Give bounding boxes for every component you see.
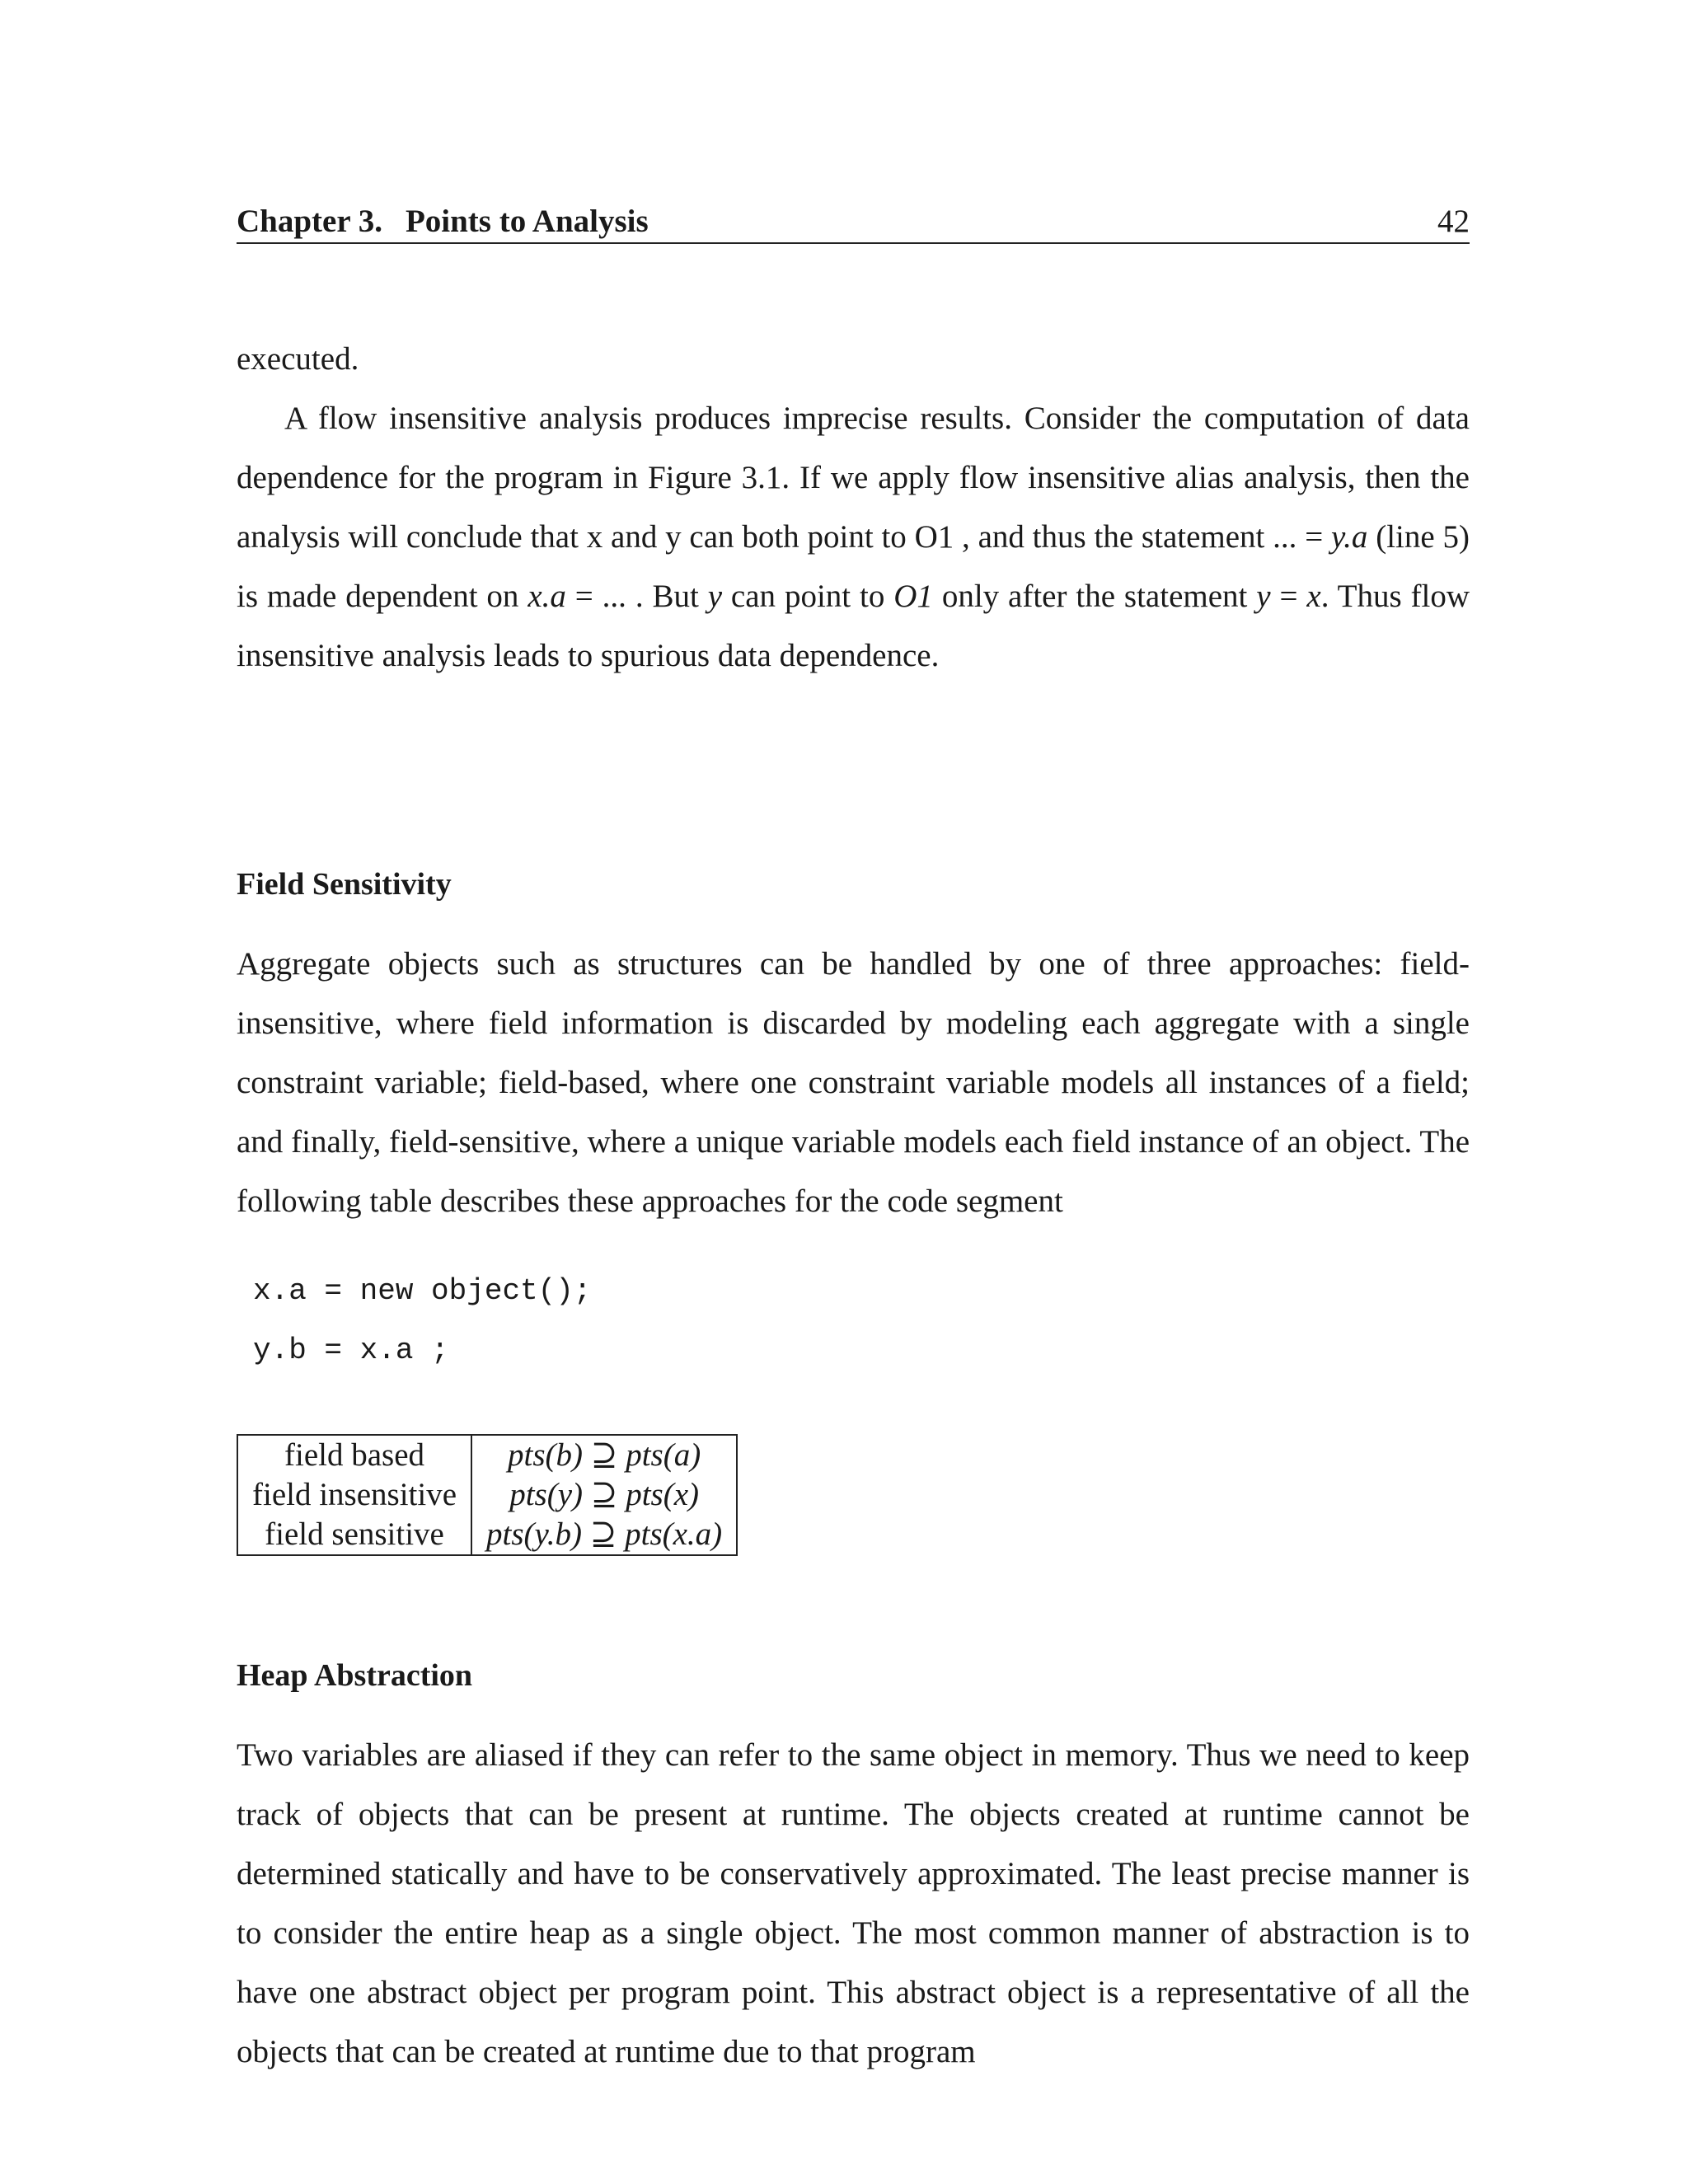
carry-over-text: executed. <box>237 341 359 377</box>
math-run: x.a <box>528 579 566 614</box>
table-cell-approach: field insensitive <box>237 1475 471 1515</box>
math-run: y <box>707 579 723 614</box>
table-cell-constraint: pts(b) ⊇ pts(a) <box>508 1437 701 1473</box>
math-run: y <box>1256 579 1271 614</box>
table-cell-constraint: pts(y.b) ⊇ pts(x.a) <box>486 1516 723 1552</box>
table-row <box>237 1475 737 1515</box>
page-number: 42 <box>1437 204 1470 239</box>
table-cell-approach: field based <box>237 1435 471 1475</box>
text-run: = <box>1270 579 1307 614</box>
math-run: y.a <box>1331 519 1368 555</box>
text-run: (line 5) is made dependent on <box>237 519 1470 614</box>
table-row <box>237 1435 737 1475</box>
field-sensitivity-paragraph: Aggregate objects such as structures can be handled by one of three approaches: field-insensitive, where field information is discarded by modeling each aggregate with a single constraint variable; field-based, where one constraint variable models all instances of a field; and finally, field-sensitive, where a unique variable models each field instance of an object. The following table describes these approaches for the code segment <box>237 946 1470 1219</box>
text-run: only after the statement <box>932 579 1257 614</box>
table-row <box>237 1515 737 1555</box>
text-run: A flow insensitive analysis produces imprecise results. Consider the computation of data dependence for the program in Figure 3.1. If we apply flow insensitive alias analysis, then the analysis will conclude that x and y can both point to O1 , and thus the statement ... = <box>237 401 1470 555</box>
section-heading-heap-abstraction: Heap Abstraction <box>237 1658 473 1693</box>
table-cell-approach: field sensitive <box>237 1515 471 1555</box>
text-run: . Thus flow insensitive analysis leads to spurious data dependence. <box>237 579 1470 673</box>
table-cell-constraint: pts(y) ⊇ pts(x) <box>509 1477 699 1512</box>
code-line-2: y.b = x.a ; <box>253 1333 449 1367</box>
section-heading-field-sensitivity: Field Sensitivity <box>237 867 452 902</box>
math-run: O1 <box>893 579 933 614</box>
heap-abstraction-paragraph: Two variables are aliased if they can refer to the same object in memory. Thus we need to keep track of objects that can be present at runtime. The objects created at runtime cannot be determined statically and have to be conservatively approximated. The least precise manner is to consider the entire heap as a single object. The most common manner of abstraction is to have one abstract object per program point. This abstract object is a representative of all the objects that can be created at runtime due to that program <box>237 1737 1470 2069</box>
flow-insensitive-paragraph <box>237 389 1470 686</box>
math-run: x <box>1306 579 1321 614</box>
field-sensitivity-table <box>237 1434 738 1556</box>
text-run: can point to <box>722 579 894 614</box>
paper-page <box>237 0 1470 2184</box>
chapter-name: Points to Analysis <box>405 204 649 239</box>
text-run: = ... . But <box>565 579 708 614</box>
chapter-label: Chapter 3. <box>237 204 382 239</box>
code-line-1: x.a = new object(); <box>253 1274 592 1308</box>
chapter-title <box>237 201 649 242</box>
running-header <box>237 196 1470 244</box>
